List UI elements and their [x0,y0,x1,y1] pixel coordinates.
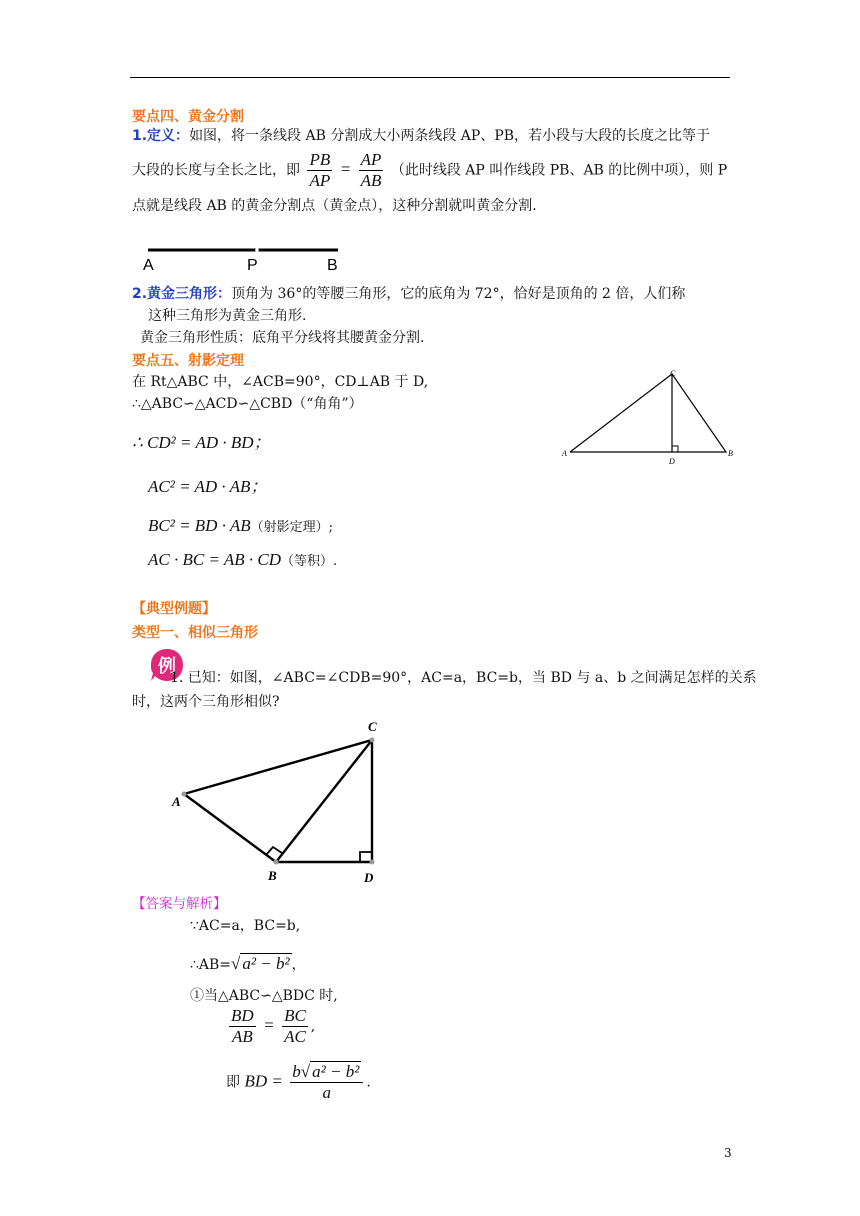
example-figure [168,716,388,888]
fig-d-label: D [669,457,675,466]
examples-heading: 【典型例题】 [132,601,216,617]
page-number: 3 [724,1146,732,1160]
point-b-label: B [327,257,338,274]
point-p-label: P [247,257,258,274]
example-a-label: A [172,794,181,809]
fig-b-label: B [728,449,733,458]
definition-line2: 大段的长度与全长之比，即 $\frac{PB}{AP}$ = $\frac{AP}{AB}$ （此时线段 AP 叫作线段 PB、AB 的比例中项），则 P [132,150,728,190]
golden-triangle-line1: 2.黄金三角形：顶角为 36°的等腰三角形，它的底角为 72°，恰好是顶角的 2 倍，人们称 [132,286,686,302]
question-line2: 时，这两个三角形相似? [132,694,280,710]
example-b-label: B [268,868,277,883]
answer-line1: ∵AC=a，BC=b, [190,918,301,934]
example-d-label: D [364,870,374,885]
answer-heading: 【答案与解析】 [132,896,227,912]
golden-triangle-label: 2.黄金三角形： [132,286,232,302]
golden-triangle-line2: 这种三角形为黄金三角形. [148,308,307,324]
segment-figure [140,240,350,276]
section4-heading: 要点四、黄金分割 [132,109,244,125]
equation-ac2: AC² = AD · AB； [148,477,268,496]
header-rule [130,77,730,78]
golden-triangle-property: 黄金三角形性质：底角平分线将其腰黄金分割. [140,330,425,346]
projection-line1: 在 Rt△ABC 中，∠ACB=90°，CD⊥AB 于 D, [132,374,429,390]
definition-line1: 1.定义：如图，将一条线段 AB 分割成大小两条线段 AP、PB，若小段与大段的长度之比等于 [132,128,711,144]
answer-line3: ①当△ABC∽△BDC 时, [190,988,338,1004]
answer-line2: ∴AB=√ a² − b² ， [190,954,306,973]
definition-line3: 点就是线段 AB 的黄金分割点（黄金点），这种分割就叫黄金分割. [132,198,537,214]
answer-proportion: $\frac{BD}{AB}$ = $\frac{BC}{AC}$ , [231,1006,316,1046]
equation-bc2: BC² = BD · AB（射影定理）; [148,516,334,535]
section5-heading: 要点五、射影定理 [132,353,244,369]
example-badge-label: 例 [158,656,176,677]
fig-c-label: C [670,369,676,378]
type1-heading: 类型一、相似三角形 [132,625,258,641]
point-a-label: A [143,257,154,274]
equation-area: AC · BC = AB · CD（等积）. [148,550,338,569]
fraction-ap-ab: $\frac{AP}{AB}$ [360,150,382,190]
fig-a-label: A [562,449,567,458]
projection-line2: ∴△ABC∽△ACD∽△CBD（“角角”） [132,396,363,412]
answer-result: 即 BD = $\frac{\text{b√ a² − b²}}{a}$ . [226,1062,371,1102]
example-c-label: C [368,719,377,734]
equation-cd2: ∴ CD² = AD · BD； [132,433,271,452]
right-triangle-figure [560,368,740,468]
definition-label: 1.定义： [132,128,190,144]
question-line1: 1. 已知：如图，∠ABC=∠CDB=90°，AC=a，BC=b，当 BD 与 a、b 之间满足怎样的关系 [170,670,757,686]
fraction-pb-ap: $\frac{PB}{AP}$ [309,150,331,190]
